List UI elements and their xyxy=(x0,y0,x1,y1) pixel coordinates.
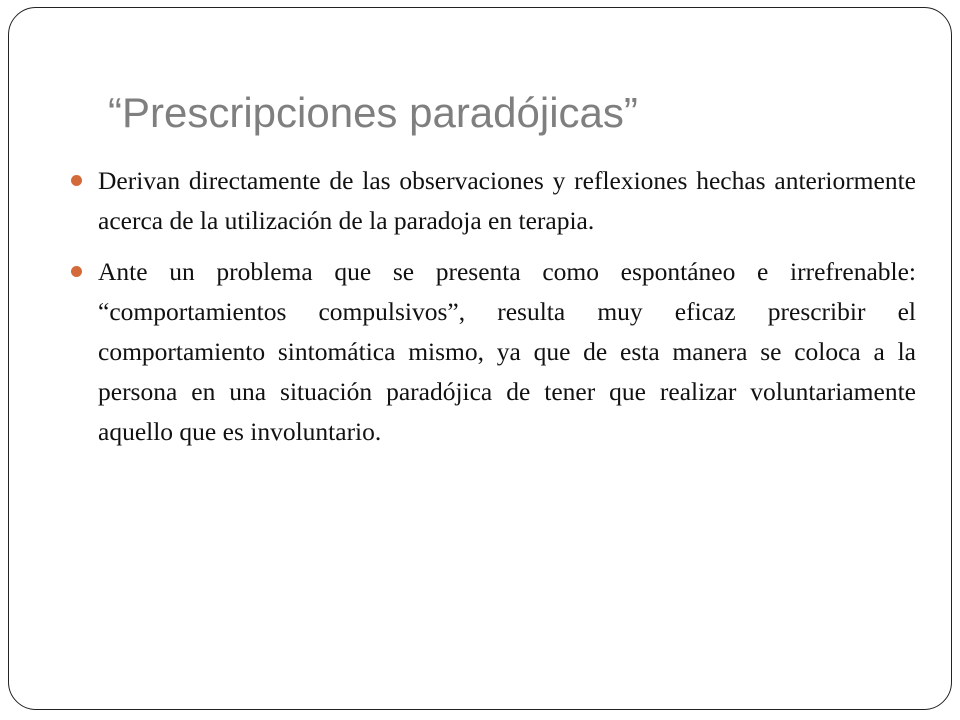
slide-frame xyxy=(8,7,952,710)
bullet-text: Derivan directamente de las observaciones y reflexiones hechas anteriormente acerca de la utilización de la paradoja en terapia. xyxy=(98,166,916,235)
bullet-dot-icon xyxy=(71,266,82,277)
bullet-item xyxy=(71,161,916,241)
slide-title: “Prescripciones paradójicas” xyxy=(108,89,638,136)
bullet-dot-icon xyxy=(71,175,82,186)
bullet-text: Ante un problema que se presenta como espontáneo e irrefrenable: “comportamientos compulsivos”, resulta muy eficaz prescribir el comportamiento sintomática mismo, ya que de esta manera se coloca a la persona en una situación paradójica de tener que realizar voluntariamente aquello que es involuntario. xyxy=(98,257,916,446)
bullet-item xyxy=(71,252,916,452)
bullet-list xyxy=(71,161,916,463)
